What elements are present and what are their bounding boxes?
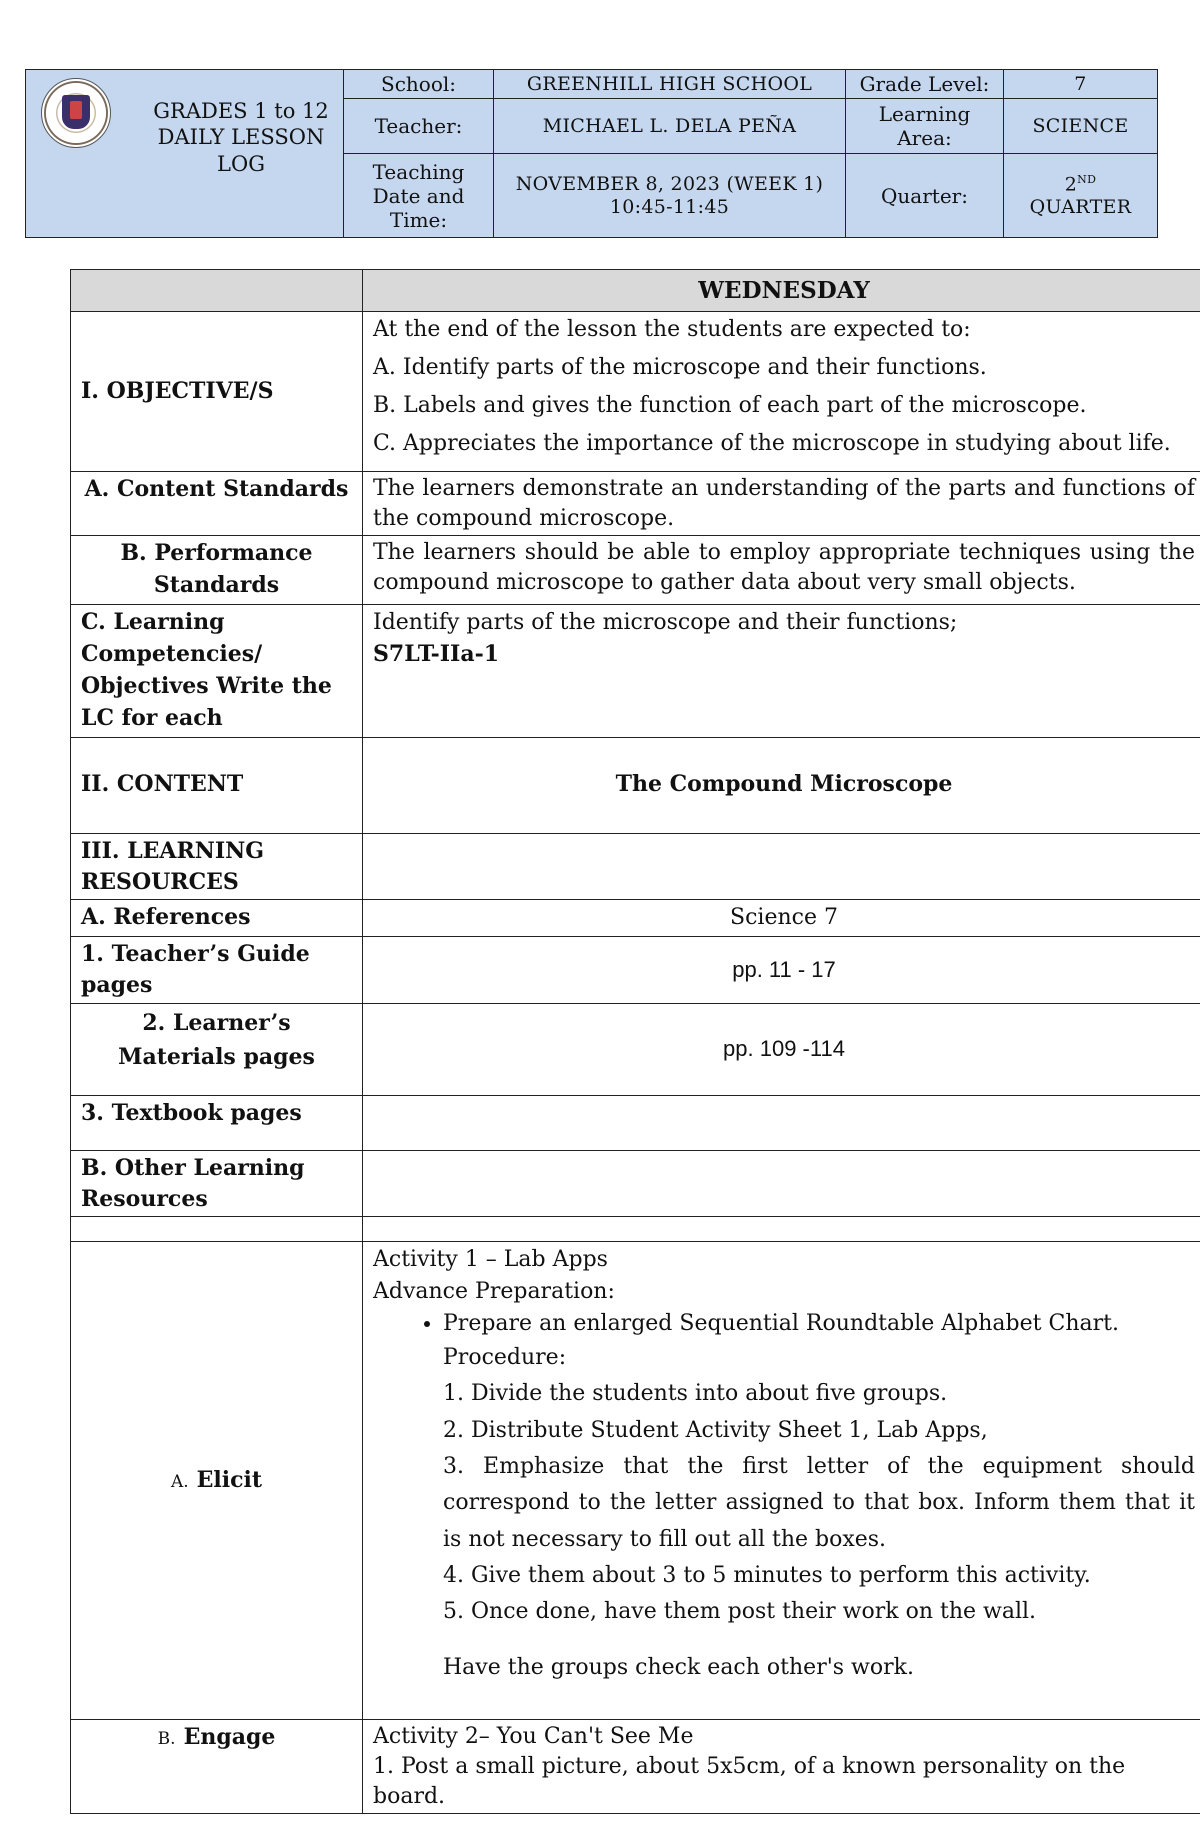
elicit-step: 2. Distribute Student Activity Sheet 1, Lab Apps,	[443, 1417, 988, 1443]
learning-resources-value	[363, 833, 1200, 900]
content-label: II. CONTENT	[71, 737, 363, 833]
quarter-number: 2	[1064, 172, 1078, 195]
competencies-text: Identify parts of the microscope and their functions;	[373, 610, 958, 636]
learning-area-value: SCIENCE	[1004, 99, 1158, 154]
quarter-suffix: ND	[1077, 172, 1097, 186]
content-standards-text: The learners demonstrate an understanding of the parts and functions of the compound microscope.	[363, 472, 1200, 536]
table-corner-cell	[71, 270, 363, 312]
teaching-date-line: NOVEMBER 8, 2023 (WEEK 1)	[515, 172, 824, 195]
engage-label	[71, 1720, 363, 1814]
day-heading: WEDNESDAY	[363, 270, 1200, 312]
teacher-label: Teacher:	[344, 99, 494, 154]
engage-letter: B.	[157, 1729, 176, 1750]
objective-item: A. Identify parts of the microscope and their functions.	[373, 354, 987, 380]
learners-materials-pages: pp. 109 -114	[363, 1003, 1200, 1095]
teaching-date-value	[494, 154, 846, 238]
header-title: GRADES 1 to 12 DAILY LESSON LOG	[153, 99, 329, 176]
elicit-step: 3. Emphasize that the first letter of the equipment should correspond to the letter assigned to that box. Inform them that it is not necessary to fill out all the boxes.	[443, 1453, 1195, 1552]
learning-area-label: Learning Area:	[846, 99, 1004, 154]
content-standards-label: A. Content Standards	[71, 472, 363, 536]
elicit-cell	[363, 1242, 1200, 1720]
competency-code: S7LT-IIa-1	[373, 641, 500, 668]
quarter-value	[1004, 154, 1158, 238]
elicit-label	[71, 1242, 363, 1720]
elicit-activity-title: Activity 1 – Lab Apps	[373, 1247, 608, 1273]
elicit-bullet-item: • Prepare an enlarged Sequential Roundtable Alphabet Chart.	[443, 1308, 1195, 1340]
teaching-date-label: Teaching Date and Time:	[344, 154, 494, 238]
elicit-step: 4. Give them about 3 to 5 minutes to perform this activity.	[443, 1562, 1091, 1588]
elicit-closing: Have the groups check each other's work.	[443, 1655, 914, 1681]
engage-step: 1. Post a small picture, about 5x5cm, of a known personality on the board.	[373, 1754, 1126, 1809]
competencies-label: C. Learning Competencies/ Objectives Write the LC for each	[71, 605, 363, 738]
lesson-log-header	[25, 69, 1158, 238]
grade-level-value: 7	[1004, 70, 1158, 99]
elicit-letter: A.	[170, 1471, 189, 1492]
teaching-time-line: 10:45-11:45	[609, 195, 730, 218]
objectives-label: I. OBJECTIVE/S	[71, 312, 363, 472]
teachers-guide-label: 1. Teacher’s Guide pages	[71, 937, 363, 1004]
quarter-word: QUARTER	[1029, 195, 1132, 218]
elicit-bullet-list	[373, 1308, 1195, 1340]
performance-standards-label: B. Performance Standards	[71, 536, 363, 605]
teacher-value: MICHAEL L. DELA PEÑA	[494, 99, 846, 154]
performance-standards-text: The learners should be able to employ appropriate techniques using the compound microscope to gather data about very small objects.	[363, 536, 1200, 605]
content-topic: The Compound Microscope	[363, 737, 1200, 833]
learning-resources-label: III. LEARNING RESOURCES	[71, 833, 363, 900]
references-value: Science 7	[363, 900, 1200, 937]
teachers-guide-pages: pp. 11 - 17	[363, 937, 1200, 1004]
lesson-plan-table	[70, 269, 1200, 1814]
elicit-procedure-block	[373, 1340, 1195, 1687]
objective-item: C. Appreciates the importance of the microscope in studying about life.	[373, 430, 1171, 456]
school-value: GREENHILL HIGH SCHOOL	[494, 70, 846, 99]
textbook-pages-value	[363, 1095, 1200, 1150]
header-brand-cell	[26, 70, 344, 238]
elicit-prep-heading: Advance Preparation:	[373, 1279, 615, 1305]
school-label: School:	[344, 70, 494, 99]
other-resources-label: B. Other Learning Resources	[71, 1150, 363, 1217]
elicit-procedure-heading: Procedure:	[443, 1345, 567, 1371]
objectives-intro: At the end of the lesson the students are expected to:	[373, 317, 971, 342]
references-label: A. References	[71, 900, 363, 937]
competencies-cell	[363, 605, 1200, 738]
other-resources-value	[363, 1150, 1200, 1217]
engage-activity-title: Activity 2– You Can't See Me	[373, 1724, 694, 1750]
deped-seal-logo	[41, 78, 111, 148]
engage-cell	[363, 1720, 1200, 1814]
learners-materials-label: 2. Learner’s Materials pages	[71, 1003, 363, 1095]
objectives-cell	[363, 312, 1200, 472]
spacer-row-cell	[71, 1217, 363, 1242]
elicit-title: Elicit	[196, 1466, 263, 1493]
grade-level-label: Grade Level:	[846, 70, 1004, 99]
elicit-step: 1. Divide the students into about five groups.	[443, 1381, 948, 1407]
elicit-step: 5. Once done, have them post their work on the wall.	[443, 1599, 1037, 1625]
objective-item: B. Labels and gives the function of each part of the microscope.	[373, 392, 1087, 418]
engage-title: Engage	[183, 1724, 276, 1751]
spacer-row-cell	[363, 1217, 1200, 1242]
textbook-pages-label: 3. Textbook pages	[71, 1095, 363, 1150]
quarter-label: Quarter:	[846, 154, 1004, 238]
